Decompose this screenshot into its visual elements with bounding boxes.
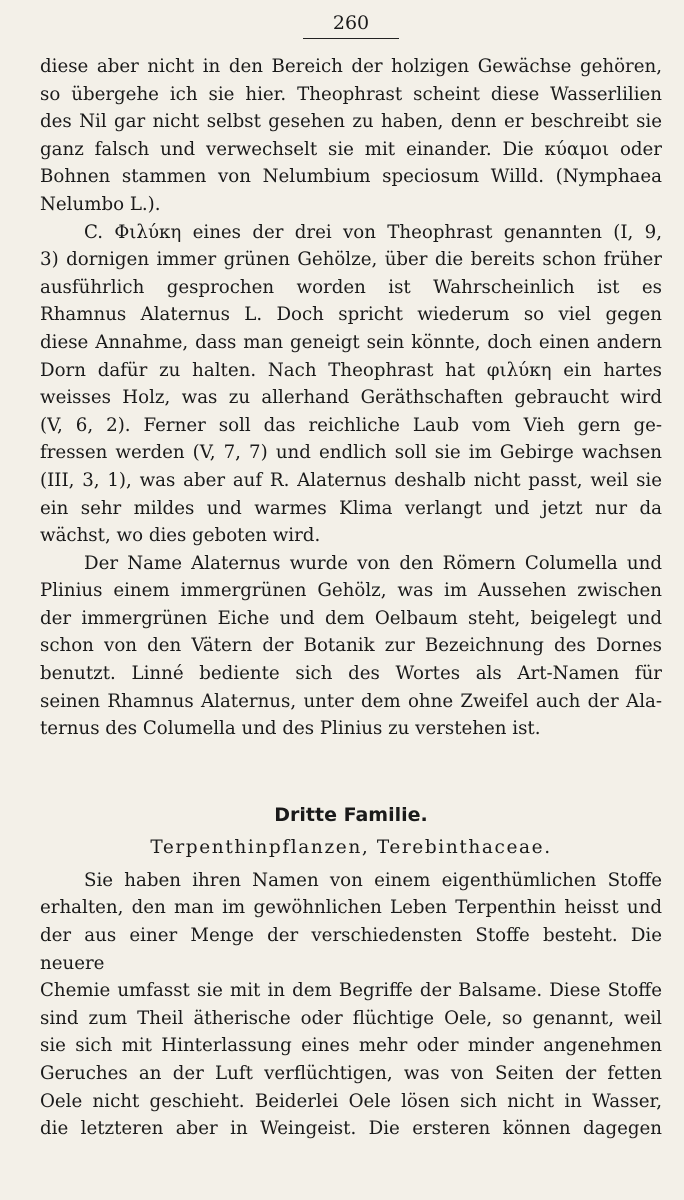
text-line: sind zum Theil ätherische oder flüchtige Oele, so genannt, weil <box>40 1007 662 1029</box>
text-line: fressen werden (V, 7, 7) und endlich soll sie im Gebirge wachsen <box>40 442 662 464</box>
text-line: der aus einer Menge der verschiedensten Stoffe besteht. Die neuere <box>40 925 662 974</box>
text-line: so übergehe ich sie hier. Theophrast scheint diese Wasserlilien <box>40 83 662 105</box>
paragraph-nymphaea <box>40 53 662 219</box>
text-line: Chemie umfasst sie mit in dem Begriffe der Balsame. Diese Stoffe <box>40 980 662 1002</box>
paragraph-philyke <box>40 219 662 550</box>
body-text-upper <box>40 53 662 743</box>
text-line: der immergrünen Eiche und dem Oelbaum steht, beigelegt und <box>40 607 662 629</box>
text-line: seinen Rhamnus Alaternus, unter dem ohne Zweifel auch der Ala- <box>40 690 662 712</box>
text-line: die letzteren aber in Weingeist. Die ersteren können dagegen <box>40 1118 662 1140</box>
text-line: benutzt. Linné bediente sich des Wortes als Art-Namen für <box>40 663 662 685</box>
text-line: Geruches an der Luft verflüchtigen, was von Seiten der fetten <box>40 1063 662 1084</box>
section-subtitle: Terpenthinpflanzen, Terebinthaceae. <box>150 836 552 858</box>
text-line: Sie haben ihren Namen von einem eigenthümlichen Stoffe <box>84 869 662 891</box>
text-line: ausführlich gesprochen worden ist Wahrscheinlich ist es <box>40 276 662 298</box>
paragraph-terpenthin <box>40 867 662 1143</box>
text-line: Rhamnus Alaternus L. Doch spricht wiederum so viel gegen <box>40 304 662 326</box>
text-line: 3) dornigen immer grünen Gehölze, über die bereits schon früher <box>40 249 662 271</box>
text-line: Oele nicht geschieht. Beiderlei Oele lösen sich nicht in Wasser, <box>40 1090 662 1112</box>
text-line: sie sich mit Hinterlassung eines mehr oder minder angenehmen <box>40 1035 662 1057</box>
text-line: Plinius einem immergrünen Gehölz, was im Aussehen zwischen <box>40 580 662 602</box>
section-spacer <box>40 743 662 801</box>
text-line: Dorn dafür zu halten. Nach Theophrast hat φιλύκη ein hartes <box>40 359 662 381</box>
text-line: des Nil gar nicht selbst gesehen zu haben, denn er beschreibt sie <box>40 111 662 133</box>
text-line: weisses Holz, was zu allerhand Geräthschaften gebraucht wird <box>40 387 662 409</box>
text-line: diese aber nicht in den Bereich der holzigen Gewächse gehören, <box>40 56 662 77</box>
text-line: Der Name Alaternus wurde von den Römern Columella und <box>84 552 662 574</box>
text-line: (III, 3, 1), was aber auf R. Alaternus deshalb nicht passt, weil sie <box>40 469 662 491</box>
text-line: C. Φιλύκη eines der drei von Theophrast genannten (I, 9, <box>84 221 662 243</box>
body-text-lower <box>40 867 662 1143</box>
text-line: ganz falsch und verwechselt sie mit einander. Die κύαμοι oder <box>40 138 662 160</box>
text-line: (V, 6, 2). Ferner soll das reichliche Laub vom Vieh gern ge- <box>40 414 662 436</box>
section-title: Dritte Familie. <box>274 803 428 826</box>
text-line: diese Annahme, dass man geneigt sein könnte, doch einen andern <box>40 331 662 353</box>
text-line: schon von den Vätern der Botanik zur Bezeichnung des Dornes <box>40 635 662 657</box>
text-line: wächst, wo dies geboten wird. <box>40 525 321 547</box>
text-line: Nelumbo L.). <box>40 193 161 215</box>
paragraph-alaternus <box>40 550 662 743</box>
page-number-rule <box>303 38 399 39</box>
text-line: Bohnen stammen von Nelumbium speciosum Willd. (Nymphaea <box>40 166 662 188</box>
text-line: ein sehr mildes und warmes Klima verlangt und jetzt nur da <box>40 497 662 519</box>
text-line: erhalten, den man im gewöhnlichen Leben Terpenthin heisst und <box>40 897 662 919</box>
page-number: 260 <box>332 12 370 34</box>
text-line: ternus des Columella und des Plinius zu verstehen ist. <box>40 718 541 740</box>
